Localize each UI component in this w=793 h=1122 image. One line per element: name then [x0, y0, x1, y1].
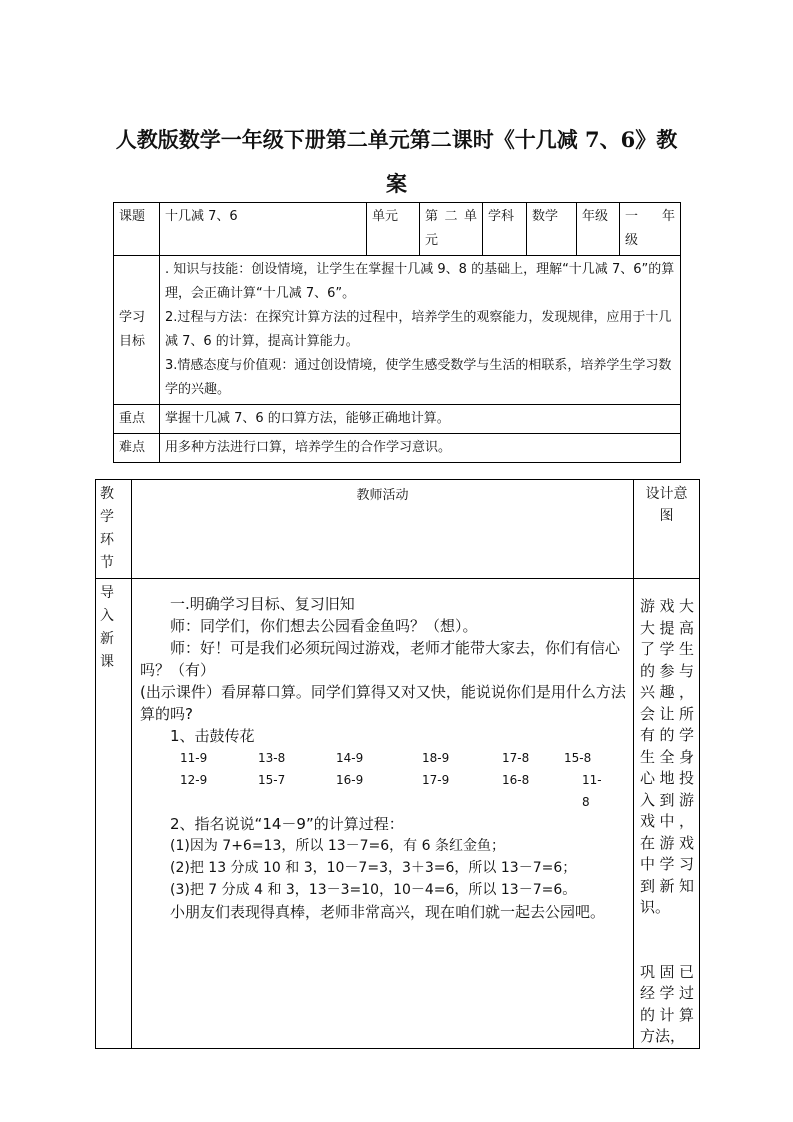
- unit-char-2: 二: [444, 209, 458, 224]
- topic-value: 十几减 7、6: [160, 203, 367, 256]
- info-row-difficulty: [114, 434, 681, 463]
- goals-label-line-1: 学习: [119, 310, 146, 325]
- difficulty-value: 用多种方法进行口算，培养学生的合作学习意识。: [160, 434, 681, 463]
- stage-header: [96, 480, 132, 579]
- activity-line: (1)因为 7+6=13，所以 13－7=6，有 6 条红金鱼；: [170, 838, 505, 854]
- design-paragraph-1: 游戏大大提高了学生的参与兴趣，会让所有的学生全身心地投入到游戏中，在游戏中学习到新知识。: [640, 597, 694, 916]
- goals-content: [160, 256, 681, 405]
- stage-char: 导: [100, 585, 114, 601]
- info-row-topic: [114, 203, 681, 256]
- title-line-1: 人教版数学一年级下册第二单元第二课时《十几减 7、6》教: [115, 127, 678, 152]
- drill-item: 16-8: [502, 773, 530, 787]
- key-point-value: 掌握十几减 7、6 的口算方法，能够正确地计算。: [160, 405, 681, 434]
- difficulty-label: 难点: [114, 434, 160, 463]
- info-row-goals: [114, 256, 681, 405]
- title-line-2: 案: [386, 171, 407, 196]
- unit-value: [420, 203, 483, 256]
- drill-item: 11-8: [582, 773, 602, 809]
- activity-line: (出示课件）看屏幕口算。同学们算得又对又快，能说说你们是用什么方法算的吗?: [140, 683, 626, 723]
- activity-line: 2、指名说说“14－9”的计算过程：: [170, 815, 404, 833]
- goals-label: [114, 256, 160, 405]
- topic-label: 课题: [114, 203, 160, 256]
- stage-header-char: 节: [100, 555, 114, 571]
- unit-char-3: 单: [463, 209, 477, 224]
- unit-label: 单元: [367, 203, 420, 256]
- unit-char-4: 元: [425, 233, 439, 248]
- stage-cell: [96, 579, 132, 1049]
- stage-header-char: 环: [100, 532, 114, 548]
- lesson-info-table: [113, 202, 681, 463]
- grade-label: 年级: [577, 203, 620, 256]
- activity-line: 师：同学们，你们想去公园看金鱼吗？（想）。: [170, 617, 478, 635]
- drill-item: 17-9: [422, 773, 450, 787]
- goal-item: 3.情感态度与价值观：通过创设情境，使学生感受数学与生活的相联系，培养学生学习数学的兴趣。: [165, 358, 672, 397]
- subject-label: 学科: [483, 203, 527, 256]
- drill-row-2: [140, 769, 627, 813]
- activity-line: (3)把 7 分成 4 和 3，13－3=10，10－4=6，所以 13－7=6。: [170, 882, 577, 898]
- activity-line: 一.明确学习目标、复习旧知: [170, 595, 355, 613]
- grade-char-2: 年: [661, 209, 675, 224]
- drill-item: 12-9: [180, 773, 208, 787]
- drill-item: 13-8: [258, 751, 286, 765]
- teaching-process-table: [95, 479, 700, 1049]
- grade-char-3: 级: [625, 233, 639, 248]
- process-intro-row: [96, 579, 700, 1049]
- drill-item: 15-7: [258, 773, 286, 787]
- design-paragraph-2: 巩固已经学过的计算方法，: [640, 962, 694, 1045]
- goals-label-line-2: 目标: [119, 334, 146, 349]
- stage-char: 新: [100, 631, 114, 647]
- subject-value: 数学: [527, 203, 577, 256]
- goal-item: . 知识与技能：创设情境，让学生在掌握十几减 9、8 的基础上，理解“十几减 7、6”的算理，会正确计算“十几减 7、6”。: [165, 262, 675, 301]
- teacher-activity-header: 教师活动: [132, 480, 634, 579]
- drill-item: 14-9: [336, 751, 364, 765]
- process-header-row: [96, 480, 700, 579]
- drill-row-1: [140, 747, 627, 769]
- drill-item: 16-9: [336, 773, 364, 787]
- activity-line: 小朋友们表现得真棒，老师非常高兴，现在咱们就一起去公园吧。: [170, 903, 606, 921]
- stage-char: 入: [100, 608, 114, 624]
- activity-line: (2)把 13 分成 10 和 3，10－7=3，3＋3=6，所以 13－7=6；: [170, 860, 577, 876]
- teacher-activity-content: [132, 579, 634, 1049]
- activity-line: 师：好！可是我们必须玩闯过游戏，老师才能带大家去，你们有信心吗？（有）: [140, 639, 621, 679]
- activity-line: 1、击鼓传花: [170, 727, 255, 745]
- drill-item: 18-9: [422, 751, 450, 765]
- document-title: [100, 118, 693, 206]
- design-intent-content: [634, 579, 700, 1049]
- grade-char-1: 一: [625, 209, 639, 224]
- unit-char-1: 第: [425, 209, 439, 224]
- stage-header-char: 学: [100, 509, 114, 525]
- drill-item: 15-8: [564, 751, 592, 765]
- stage-header-char: 教: [100, 486, 114, 502]
- key-point-label: 重点: [114, 405, 160, 434]
- info-row-key-point: [114, 405, 681, 434]
- grade-value: [620, 203, 681, 256]
- drill-item: 11-9: [180, 751, 208, 765]
- stage-char: 课: [100, 654, 114, 670]
- design-header-line-2: 图: [659, 508, 674, 524]
- goal-item: 2.过程与方法：在探究计算方法的过程中，培养学生的观察能力，发现规律，应用于十几减 7、6 的计算，提高计算能力。: [165, 310, 672, 349]
- drill-item: 17-8: [502, 751, 530, 765]
- design-header-line-1: 设计意: [645, 486, 688, 502]
- design-intent-header: [634, 480, 700, 579]
